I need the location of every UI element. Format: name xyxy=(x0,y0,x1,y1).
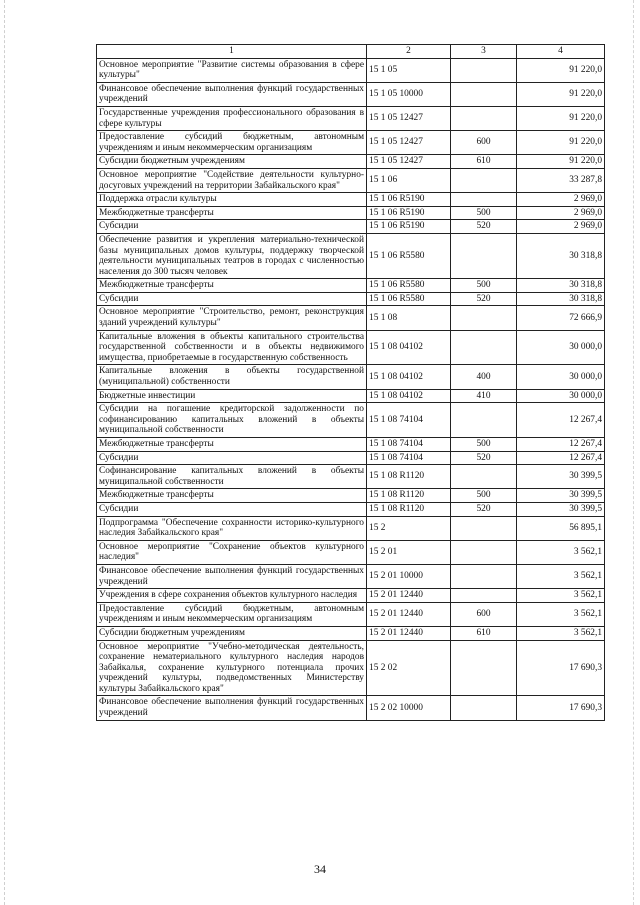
row-amount-cell: 56 895,1 xyxy=(517,516,605,540)
table-row xyxy=(97,82,605,106)
row-amount-cell: 12 267,4 xyxy=(517,438,605,452)
row-name-cell: Субсидии xyxy=(97,451,367,465)
row-name-cell: Субсидии бюджетным учреждениям xyxy=(97,626,367,640)
row-amount-cell: 12 267,4 xyxy=(517,451,605,465)
row-type-cell xyxy=(451,330,517,365)
row-type-cell: 500 xyxy=(451,279,517,293)
row-type-cell: 410 xyxy=(451,389,517,403)
row-amount-cell: 3 562,1 xyxy=(517,626,605,640)
row-amount-cell: 30 399,5 xyxy=(517,489,605,503)
row-type-cell: 520 xyxy=(451,502,517,516)
row-type-cell xyxy=(451,516,517,540)
row-amount-cell: 33 287,8 xyxy=(517,168,605,192)
row-type-cell xyxy=(451,306,517,330)
row-type-cell xyxy=(451,564,517,588)
table-row xyxy=(97,589,605,603)
row-amount-cell: 2 969,0 xyxy=(517,206,605,220)
row-type-cell xyxy=(451,106,517,130)
row-name-cell: Основное мероприятие "Строительство, ремонт, реконструкция зданий учреждений культуры" xyxy=(97,306,367,330)
row-name-cell: Основное мероприятие "Сохранение объектов культурного наследия" xyxy=(97,540,367,564)
row-amount-cell: 91 220,0 xyxy=(517,131,605,155)
row-code-cell: 15 2 xyxy=(367,516,451,540)
row-amount-cell: 30 399,5 xyxy=(517,502,605,516)
table-row xyxy=(97,292,605,306)
table-row xyxy=(97,155,605,169)
row-code-cell: 15 2 01 12440 xyxy=(367,602,451,626)
row-code-cell: 15 1 05 xyxy=(367,58,451,82)
row-code-cell: 15 2 02 xyxy=(367,640,451,696)
row-amount-cell: 17 690,3 xyxy=(517,696,605,720)
row-type-cell: 500 xyxy=(451,489,517,503)
row-code-cell: 15 2 01 12440 xyxy=(367,589,451,603)
row-code-cell: 15 1 06 xyxy=(367,168,451,192)
row-code-cell: 15 2 01 10000 xyxy=(367,564,451,588)
row-amount-cell: 30 000,0 xyxy=(517,330,605,365)
row-type-cell xyxy=(451,640,517,696)
row-amount-cell: 3 562,1 xyxy=(517,540,605,564)
row-type-cell xyxy=(451,233,517,278)
row-name-cell: Основное мероприятие "Учебно-методическая деятельность, сохранение нематериального культурного наследия народов Забайкалья, сохранение культурного потенциала прочих учреждений культуры, подведомственных Министерству культуры Забайкальского края" xyxy=(97,640,367,696)
row-name-cell: Субсидии бюджетным учреждениям xyxy=(97,155,367,169)
row-amount-cell: 2 969,0 xyxy=(517,193,605,207)
row-name-cell: Межбюджетные трансферты xyxy=(97,438,367,452)
row-name-cell: Бюджетные инвестиции xyxy=(97,389,367,403)
row-name-cell: Капитальные вложения в объекты капитального строительства государственной собственности и в объекты недвижимого имущества, приобретаемые в государственную собственность xyxy=(97,330,367,365)
row-code-cell: 15 1 08 04102 xyxy=(367,389,451,403)
row-name-cell: Учреждения в сфере сохранения объектов культурного наследия xyxy=(97,589,367,603)
row-name-cell: Межбюджетные трансферты xyxy=(97,206,367,220)
row-name-cell: Предоставление субсидий бюджетным, автономным учреждениям и иным некоммерческим организациям xyxy=(97,131,367,155)
row-name-cell: Финансовое обеспечение выполнения функций государственных учреждений xyxy=(97,564,367,588)
row-code-cell: 15 2 01 xyxy=(367,540,451,564)
row-code-cell: 15 1 08 74104 xyxy=(367,451,451,465)
row-name-cell: Межбюджетные трансферты xyxy=(97,279,367,293)
scan-edge-left xyxy=(4,0,5,905)
column-header-1: 1 xyxy=(97,45,367,59)
row-name-cell: Финансовое обеспечение выполнения функций государственных учреждений xyxy=(97,82,367,106)
row-code-cell: 15 1 05 10000 xyxy=(367,82,451,106)
row-amount-cell: 30 000,0 xyxy=(517,389,605,403)
row-type-cell: 600 xyxy=(451,602,517,626)
table-body xyxy=(97,58,605,720)
table-row xyxy=(97,489,605,503)
row-amount-cell: 30 000,0 xyxy=(517,365,605,389)
row-type-cell: 500 xyxy=(451,438,517,452)
row-type-cell xyxy=(451,589,517,603)
row-type-cell: 520 xyxy=(451,220,517,234)
row-amount-cell: 17 690,3 xyxy=(517,640,605,696)
table-row xyxy=(97,233,605,278)
row-code-cell: 15 1 08 xyxy=(367,306,451,330)
row-type-cell xyxy=(451,82,517,106)
row-type-cell xyxy=(451,193,517,207)
table-row xyxy=(97,131,605,155)
row-amount-cell: 91 220,0 xyxy=(517,82,605,106)
row-code-cell: 15 1 05 12427 xyxy=(367,106,451,130)
row-code-cell: 15 1 08 74104 xyxy=(367,403,451,438)
row-name-cell: Основное мероприятие "Развитие системы образования в сфере культуры" xyxy=(97,58,367,82)
row-code-cell: 15 1 08 04102 xyxy=(367,330,451,365)
table-row xyxy=(97,564,605,588)
row-amount-cell: 3 562,1 xyxy=(517,589,605,603)
table-row xyxy=(97,602,605,626)
table-row xyxy=(97,465,605,489)
row-code-cell: 15 1 06 R5580 xyxy=(367,292,451,306)
row-amount-cell: 30 318,8 xyxy=(517,292,605,306)
column-header-4: 4 xyxy=(517,45,605,59)
row-name-cell: Обеспечение развития и укрепления материально-технической базы муниципальных домов культуры, поддержку творческой деятельности муниципальных театров в городах с численностью населения до 300 тысяч человек xyxy=(97,233,367,278)
row-name-cell: Поддержка отрасли культуры xyxy=(97,193,367,207)
table-row xyxy=(97,626,605,640)
row-name-cell: Субсидии xyxy=(97,220,367,234)
row-code-cell: 15 1 08 R1120 xyxy=(367,502,451,516)
row-name-cell: Капитальные вложения в объекты государственной (муниципальной) собственности xyxy=(97,365,367,389)
row-amount-cell: 3 562,1 xyxy=(517,602,605,626)
row-amount-cell: 12 267,4 xyxy=(517,403,605,438)
budget-table xyxy=(96,44,605,721)
row-amount-cell: 91 220,0 xyxy=(517,58,605,82)
row-name-cell: Межбюджетные трансферты xyxy=(97,489,367,503)
row-type-cell xyxy=(451,168,517,192)
row-code-cell: 15 1 05 12427 xyxy=(367,131,451,155)
row-code-cell: 15 1 05 12427 xyxy=(367,155,451,169)
row-type-cell xyxy=(451,540,517,564)
row-code-cell: 15 1 06 R5580 xyxy=(367,233,451,278)
row-type-cell: 500 xyxy=(451,206,517,220)
row-type-cell xyxy=(451,403,517,438)
row-code-cell: 15 1 08 04102 xyxy=(367,365,451,389)
row-type-cell: 610 xyxy=(451,626,517,640)
row-type-cell xyxy=(451,696,517,720)
row-name-cell: Субсидии на погашение кредиторской задолженности по софинансированию капитальных вложений в объекты муниципальной собственности xyxy=(97,403,367,438)
row-code-cell: 15 1 06 R5190 xyxy=(367,193,451,207)
table-row xyxy=(97,516,605,540)
row-name-cell: Субсидии xyxy=(97,502,367,516)
table-row xyxy=(97,451,605,465)
row-amount-cell: 30 399,5 xyxy=(517,465,605,489)
row-amount-cell: 30 318,8 xyxy=(517,233,605,278)
row-name-cell: Финансовое обеспечение выполнения функций государственных учреждений xyxy=(97,696,367,720)
row-type-cell xyxy=(451,58,517,82)
table-header-row xyxy=(97,45,605,59)
column-header-2: 2 xyxy=(367,45,451,59)
row-code-cell: 15 1 06 R5580 xyxy=(367,279,451,293)
row-type-cell: 610 xyxy=(451,155,517,169)
column-header-3: 3 xyxy=(451,45,517,59)
row-type-cell: 600 xyxy=(451,131,517,155)
row-type-cell: 400 xyxy=(451,365,517,389)
table-row xyxy=(97,502,605,516)
table-row xyxy=(97,306,605,330)
scan-edge-right xyxy=(633,0,634,905)
table-row xyxy=(97,279,605,293)
table-row xyxy=(97,58,605,82)
row-code-cell: 15 2 02 10000 xyxy=(367,696,451,720)
table-row xyxy=(97,106,605,130)
row-amount-cell: 2 969,0 xyxy=(517,220,605,234)
table-row xyxy=(97,365,605,389)
table-row xyxy=(97,330,605,365)
row-code-cell: 15 1 08 74104 xyxy=(367,438,451,452)
page-number: 34 xyxy=(314,862,326,876)
row-name-cell: Предоставление субсидий бюджетным, автономным учреждениям и иным некоммерческим организациям xyxy=(97,602,367,626)
row-code-cell: 15 1 06 R5190 xyxy=(367,206,451,220)
row-amount-cell: 91 220,0 xyxy=(517,155,605,169)
table-row xyxy=(97,696,605,720)
row-name-cell: Основное мероприятие "Содействие деятельности культурно-досуговых учреждений на территории Забайкальского края" xyxy=(97,168,367,192)
row-code-cell: 15 1 08 R1120 xyxy=(367,489,451,503)
row-type-cell xyxy=(451,465,517,489)
row-amount-cell: 72 666,9 xyxy=(517,306,605,330)
row-name-cell: Подпрограмма "Обеспечение сохранности историко-культурного наследия Забайкальского края" xyxy=(97,516,367,540)
row-type-cell: 520 xyxy=(451,451,517,465)
row-code-cell: 15 1 08 R1120 xyxy=(367,465,451,489)
table-row xyxy=(97,206,605,220)
table-row xyxy=(97,403,605,438)
row-code-cell: 15 2 01 12440 xyxy=(367,626,451,640)
row-amount-cell: 3 562,1 xyxy=(517,564,605,588)
row-name-cell: Субсидии xyxy=(97,292,367,306)
row-name-cell: Софинансирование капитальных вложений в объекты муниципальной собственности xyxy=(97,465,367,489)
table-row xyxy=(97,438,605,452)
table-row xyxy=(97,389,605,403)
table-row xyxy=(97,168,605,192)
table-row xyxy=(97,193,605,207)
row-type-cell: 520 xyxy=(451,292,517,306)
table-row xyxy=(97,220,605,234)
table-row xyxy=(97,540,605,564)
row-amount-cell: 30 318,8 xyxy=(517,279,605,293)
row-code-cell: 15 1 06 R5190 xyxy=(367,220,451,234)
row-amount-cell: 91 220,0 xyxy=(517,106,605,130)
row-name-cell: Государственные учреждения профессионального образования в сфере культуры xyxy=(97,106,367,130)
table-row xyxy=(97,640,605,696)
